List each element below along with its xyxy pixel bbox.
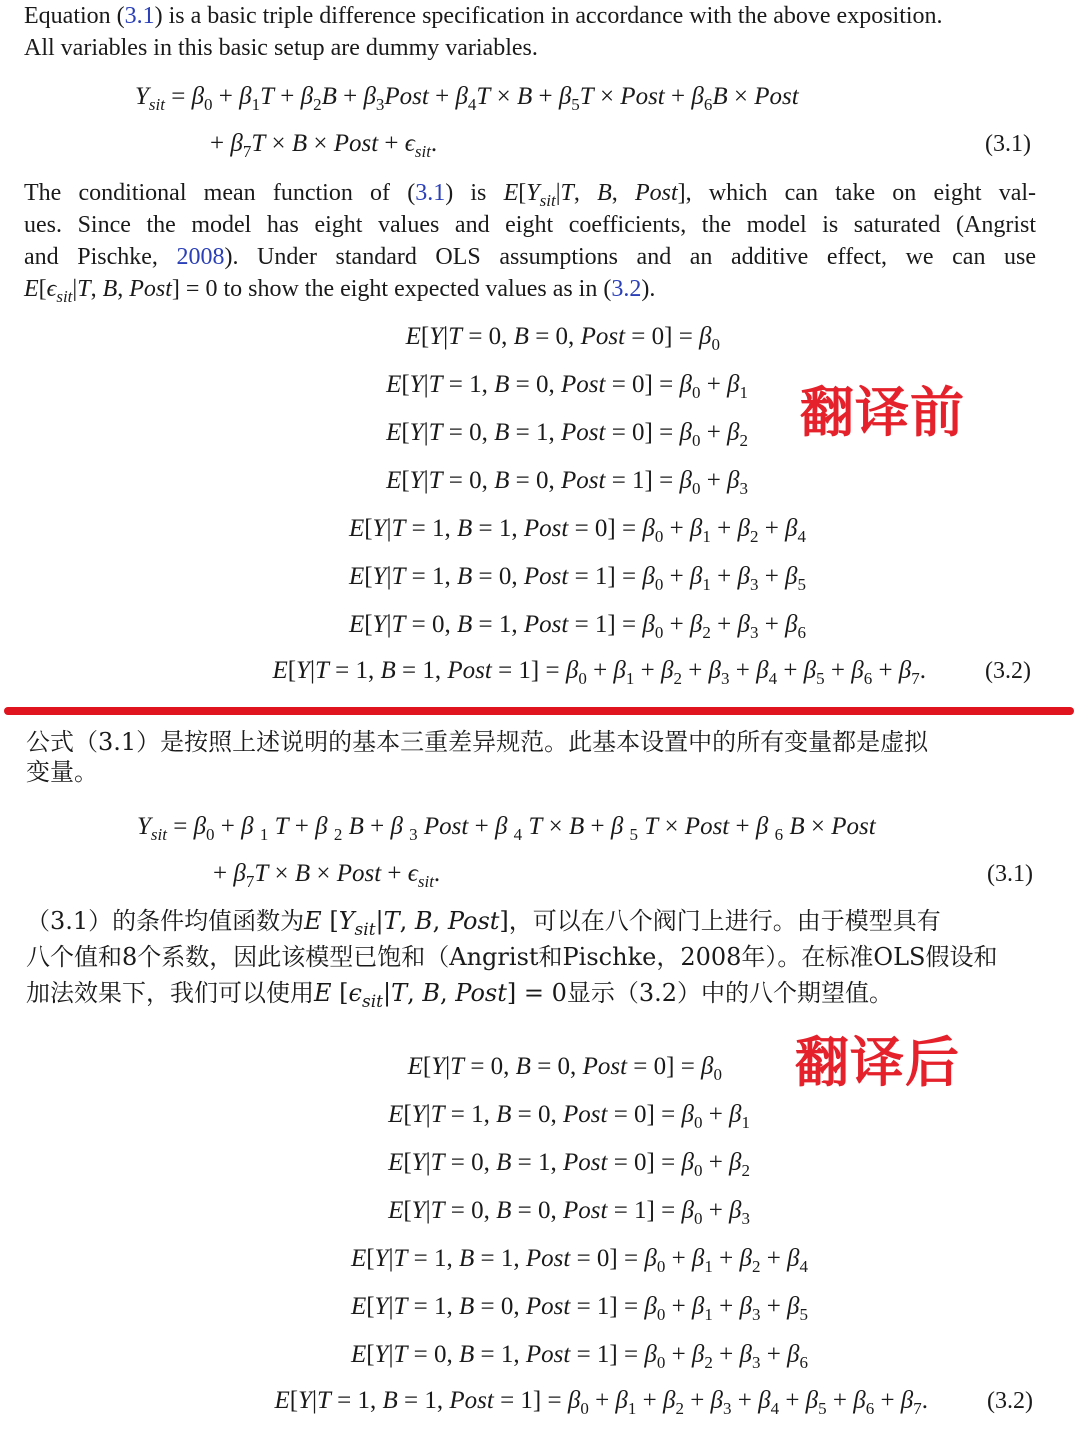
translated-conditional-mean-paragraph bbox=[26, 903, 1040, 1011]
intro-line-2: All variables in this basic setup are dummy variables. bbox=[24, 35, 538, 61]
para2-line-4: $E[\epsilon_{sit}|T$, B, Post] = 0 to show the eight expected values as in (3.2). bbox=[24, 276, 656, 306]
translated-expected-value-row-8: E[Y|T = 1, B = 1, Post = $1] = \beta_0 + \beta_1 + \beta_2 + \beta_3 + \beta_4 + \beta_5 + \beta_6 + \beta_7$. bbox=[274, 1387, 928, 1418]
translated-expected-value-row-6: E[Y|T = 1, B = 0, Post = $1] = \beta_0 + \beta_1 + \beta_3 + \beta_5$ bbox=[350, 1293, 808, 1324]
translated-expected-value-row-4: E[Y|T = 0, B = 0, Post = $1] = \beta_0 + \beta_3$ bbox=[388, 1197, 750, 1228]
citation-link-2008[interactable]: 2008 bbox=[176, 244, 225, 270]
translated-equation-number-3-2: (3.2) bbox=[987, 1388, 1033, 1414]
translated-expected-value-row-3: E[Y|T = 0, B = 1, Post = $0] = \beta_0 + \beta_2$ bbox=[388, 1149, 750, 1180]
translated-intro-paragraph bbox=[26, 724, 1040, 790]
equation-3-1-line-1: $Y_{sit} = \beta_0 + \beta_1T + \beta_2B$ + $\beta_3Post + \beta_4T \times B + \beta_5T$ × Post + $\beta_6B$ × Post bbox=[135, 83, 799, 114]
translated-para2-line-2: 八个值和8个系数，因此该模型已饱和（Angrist和Pischke，2008年）。在标准OLS假设和 bbox=[26, 943, 998, 971]
equation-link-3-2[interactable]: 3.2 bbox=[611, 276, 642, 302]
conditional-mean-paragraph bbox=[24, 177, 1036, 305]
expected-value-row-7: E[Y|T = 0, B = 1, Post = $1] = \beta_0 + \beta_2 + \beta_3 + \beta_6$ bbox=[348, 611, 806, 642]
after-translation-label: 翻译后 bbox=[795, 1031, 960, 1094]
intro-line-1: Equation (3.1) is a basic triple difference specification in accordance with the above exposition. bbox=[24, 3, 943, 29]
translated-intro-line-1: 公式（3.1）是按照上述说明的基本三重差异规范。此基本设置中的所有变量都是虚拟 bbox=[26, 728, 929, 756]
para2-line-2: ues. Since the model has eight values and eight coefficients, the model is saturated (Angrist bbox=[24, 212, 1036, 238]
intro-paragraph bbox=[24, 0, 1036, 64]
expected-value-row-6: E[Y|T = 1, B = 0, Post = $1] = \beta_0 + \beta_1 + \beta_3 + \beta_5$ bbox=[348, 563, 806, 594]
translated-expected-value-row-7: E[Y|T = 0, B = 1, Post = $1] = \beta_0 + \beta_2 + \beta_3 + \beta_6$ bbox=[350, 1341, 808, 1372]
equation-link-3-1-b[interactable]: 3.1 bbox=[415, 180, 446, 206]
translated-para2-line-1: （3.1）的条件均值函数为E [$Y_{sit}|T$, B, Post]，可以在八个阀门上进行。由于模型具有 bbox=[26, 907, 941, 940]
translated-expected-value-row-5: E[Y|T = 1, B = 1, Post = $0] = \beta_0 + \beta_1 + \beta_2 + \beta_4$ bbox=[350, 1245, 808, 1276]
equation-number-3-2: (3.2) bbox=[985, 658, 1031, 684]
translated-intro-line-2: 变量。 bbox=[26, 758, 98, 786]
equation-3-1-line-2: + $\beta_7T \times B$ × Post + $\epsilon_{sit}$. bbox=[210, 130, 438, 161]
para2-line-3: and Pischke, 2008). Under standard OLS assumptions and an additive effect, we can use bbox=[24, 244, 1037, 270]
expected-value-row-2: E[Y|T = 1, B = 0, Post = $0] = \beta_0 + \beta_1$ bbox=[386, 371, 748, 402]
translated-expected-value-row-2: E[Y|T = 1, B = 0, Post = $0] = \beta_0 + \beta_1$ bbox=[388, 1101, 750, 1132]
expected-value-row-1: E[Y|T = 0, B = 0, Post = $0] = \beta_0$ bbox=[405, 323, 720, 354]
translated-equation-3-1-line-2: + $\beta_7T \times B$ × Post + $\epsilon_{sit}$. bbox=[213, 860, 441, 891]
expected-value-row-4: E[Y|T = 0, B = 0, Post = $1] = \beta_0 + \beta_3$ bbox=[386, 467, 748, 498]
expected-value-row-8: E[Y|T = 1, B = 1, Post = $1] = \beta_0 + \beta_1 + \beta_2 + \beta_3 + \beta_4 + \beta_5 + \beta_6 + \beta_7$. bbox=[272, 657, 926, 688]
translated-equation-number-3-1: (3.1) bbox=[987, 861, 1033, 887]
translated-equation-3-1-line-1: $Y_{sit} = \beta_0 + \beta$ $_1$ T + β $_2$ B + β $_3$ Post + β $_4$ T × B + β $_5$ T × Post + β $_6$ B × Post bbox=[137, 813, 876, 844]
equation-number-3-1: (3.1) bbox=[985, 131, 1031, 157]
expected-value-row-3: E[Y|T = 0, B = 1, Post = $0] = \beta_0 + \beta_2$ bbox=[386, 419, 748, 450]
section-divider bbox=[4, 707, 1074, 715]
translated-expected-value-row-1: E[Y|T = 0, B = 0, Post = $0] = \beta_0$ bbox=[407, 1053, 722, 1084]
equation-link-3-1[interactable]: 3.1 bbox=[124, 3, 155, 29]
para2-line-1: The conditional mean function of (3.1) is $E[Y_{sit}|T$, B, Post], which can take on eight val- bbox=[24, 180, 1037, 210]
translated-para2-line-3: 加法效果下，我们可以使用E [$\epsilon_{sit}|T$, B, Post] = 0显示（3.2）中的八个期望值。 bbox=[26, 979, 894, 1012]
expected-value-row-5: E[Y|T = 1, B = 1, Post = $0] = \beta_0 + \beta_1 + \beta_2 + \beta_4$ bbox=[348, 515, 806, 546]
before-translation-label: 翻译前 bbox=[800, 381, 965, 444]
